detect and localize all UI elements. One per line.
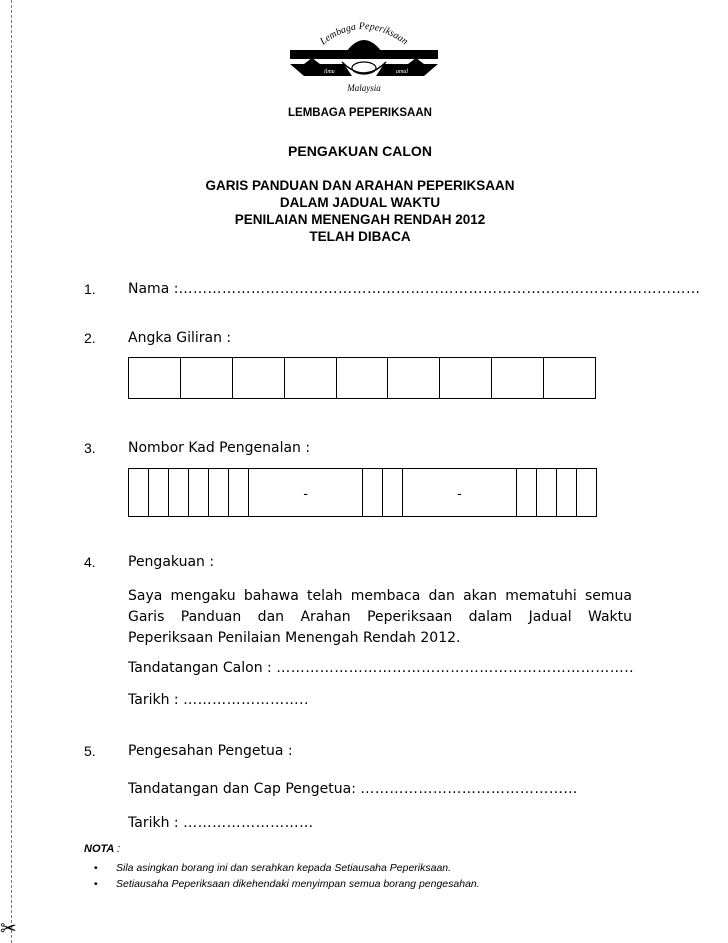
nota-point: Setiausaha Peperiksaan dikehendaki menyimpan semua borang pengesahan. bbox=[116, 878, 480, 890]
pengetua-signature-label: Tandatangan dan Cap Pengetua: bbox=[128, 781, 356, 797]
ic-digit-box[interactable] bbox=[536, 469, 556, 517]
angka-giliran-box[interactable] bbox=[440, 358, 492, 399]
scissors-icon: ✂ bbox=[0, 916, 17, 940]
ic-digit-box[interactable] bbox=[149, 469, 169, 517]
bullet-icon: • bbox=[94, 878, 98, 890]
ic-digit-box[interactable] bbox=[169, 469, 189, 517]
kad-pengenalan-boxes bbox=[128, 468, 597, 517]
ic-digit-box[interactable] bbox=[189, 469, 209, 517]
ic-separator: - bbox=[249, 469, 363, 517]
list-item bbox=[94, 876, 480, 892]
pengesahan-label: Pengesahan Pengetua : bbox=[128, 743, 293, 759]
logo-right-text: amal bbox=[396, 69, 408, 75]
ic-digit-box[interactable] bbox=[383, 469, 403, 517]
calon-signature-field[interactable] bbox=[128, 660, 634, 676]
cut-line bbox=[11, 0, 12, 943]
item-number: 4. bbox=[84, 554, 96, 570]
ic-digit-box[interactable] bbox=[556, 469, 576, 517]
calon-date-field[interactable] bbox=[128, 692, 309, 708]
calon-signature-label: Tandatangan Calon : bbox=[128, 660, 272, 676]
pengetua-signature-field[interactable] bbox=[128, 781, 578, 797]
pengakuan-label: Pengakuan : bbox=[128, 554, 215, 570]
angka-giliran-box[interactable] bbox=[180, 358, 232, 399]
subtitle-line: DALAM JADUAL WAKTU bbox=[279, 195, 441, 210]
nota-point: Sila asingkan borang ini dan serahkan kepada Setiausaha Peperiksaan. bbox=[116, 862, 452, 874]
nota-label: NOTA bbox=[84, 843, 114, 855]
angka-giliran-label: Angka Giliran : bbox=[128, 330, 232, 346]
angka-giliran-box[interactable] bbox=[544, 358, 596, 399]
pengetua-date-field[interactable] bbox=[128, 815, 314, 831]
subtitle-line: PENILAIAN MENENGAH RENDAH 2012 bbox=[234, 212, 486, 227]
nota-list bbox=[94, 860, 480, 892]
pengetua-date-dots: ……………………… bbox=[183, 815, 314, 831]
item-number: 2. bbox=[84, 330, 96, 346]
nama-label: Nama : bbox=[128, 281, 179, 297]
subtitle-line: GARIS PANDUAN DAN ARAHAN PEPERIKSAAN bbox=[205, 178, 515, 193]
pengetua-date-label: Tarikh : bbox=[128, 815, 179, 831]
nama-field[interactable] bbox=[128, 281, 700, 297]
lembaga-peperiksaan-logo bbox=[284, 14, 444, 96]
angka-giliran-box[interactable] bbox=[284, 358, 336, 399]
nama-dots: ……………………………………………………………………………………………… bbox=[178, 281, 701, 297]
calon-date-label: Tarikh : bbox=[128, 692, 179, 708]
kad-pengenalan-label: Nombor Kad Pengenalan : bbox=[128, 440, 311, 456]
angka-giliran-boxes bbox=[128, 357, 596, 399]
item-number: 3. bbox=[84, 440, 96, 456]
pengakuan-statement: Saya mengaku bahawa telah membaca dan akan mematuhi semua Garis Panduan dan Arahan Peperiksaan dalam Jadual Waktu Peperiksaan Penilaian Menengah Rendah 2012. bbox=[128, 588, 632, 646]
page-title: PENGAKUAN CALON bbox=[288, 143, 432, 159]
nota-heading bbox=[84, 843, 120, 855]
pengetua-signature-dots: ……………………………………… bbox=[360, 781, 578, 797]
calon-date-dots: …………………….. bbox=[183, 692, 309, 708]
org-name: LEMBAGA PEPERIKSAAN bbox=[288, 107, 432, 119]
ic-digit-box[interactable] bbox=[229, 469, 249, 517]
ic-digit-box[interactable] bbox=[516, 469, 536, 517]
logo-arc-text: Lembaga Peperiksaan bbox=[318, 20, 410, 48]
angka-giliran-box[interactable] bbox=[388, 358, 440, 399]
bullet-icon: • bbox=[94, 862, 98, 874]
ic-separator: - bbox=[403, 469, 517, 517]
subtitle bbox=[170, 177, 550, 245]
subtitle-line: TELAH DIBACA bbox=[309, 229, 411, 244]
angka-giliran-box[interactable] bbox=[232, 358, 284, 399]
ic-digit-box[interactable] bbox=[209, 469, 229, 517]
ic-digit-box[interactable] bbox=[129, 469, 149, 517]
list-item bbox=[94, 860, 480, 876]
angka-giliran-box[interactable] bbox=[492, 358, 544, 399]
angka-giliran-box[interactable] bbox=[129, 358, 181, 399]
calon-signature-dots: ……………………………………………………………….. bbox=[276, 660, 635, 676]
angka-giliran-box[interactable] bbox=[336, 358, 388, 399]
item-number: 1. bbox=[84, 281, 96, 297]
logo-left-text: ilmu bbox=[324, 69, 335, 75]
logo-bottom-text: Malaysia bbox=[347, 83, 381, 93]
item-number: 5. bbox=[84, 743, 96, 759]
ic-digit-box[interactable] bbox=[362, 469, 382, 517]
ic-digit-box[interactable] bbox=[576, 469, 596, 517]
nota-colon: : bbox=[117, 843, 121, 855]
